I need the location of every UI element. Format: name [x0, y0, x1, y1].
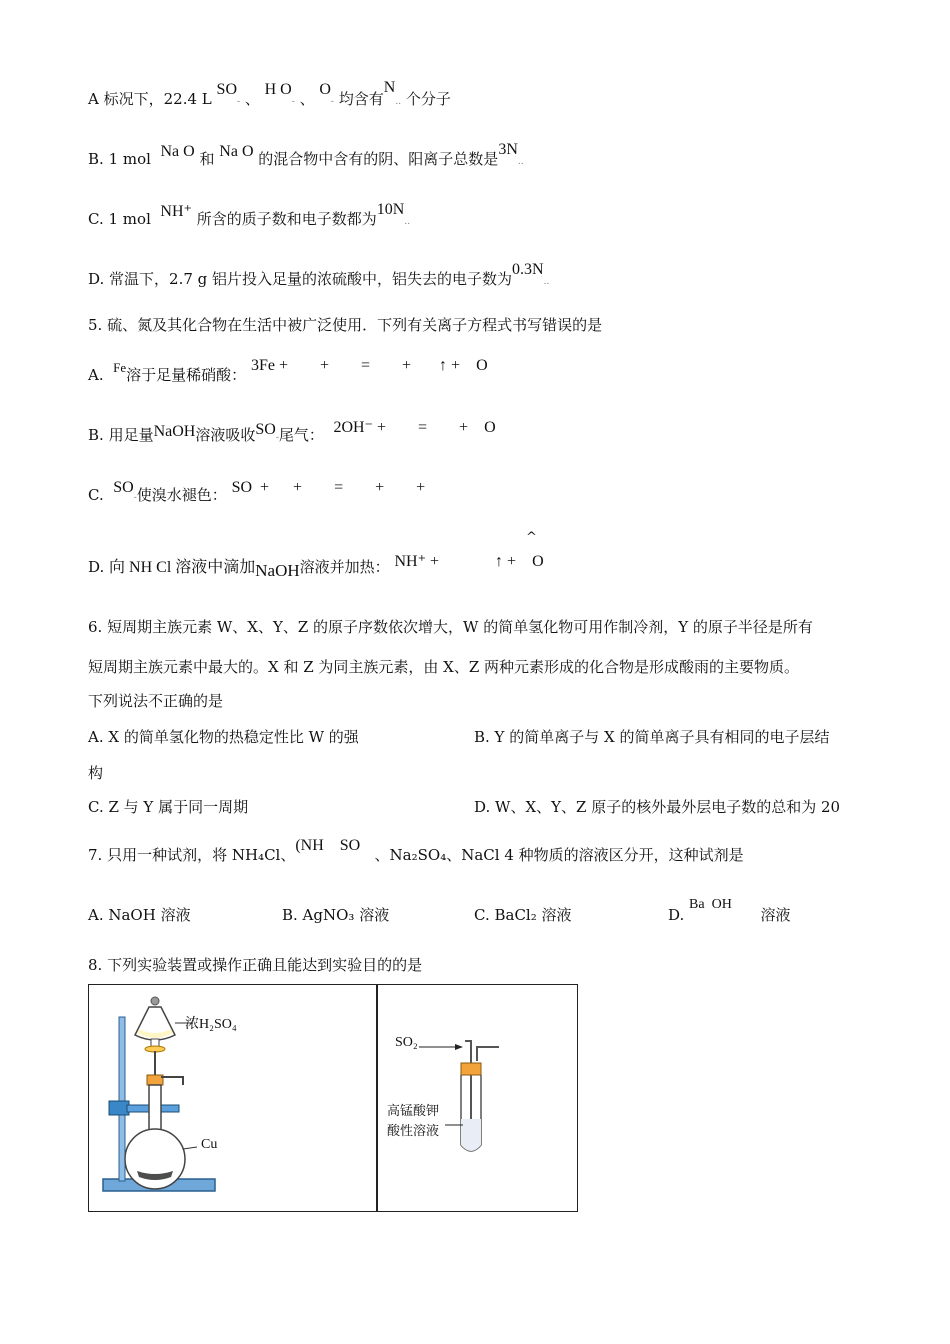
stand-rod — [119, 1017, 125, 1181]
q6-option-b-cont: 构 — [88, 764, 104, 782]
kmno4-label-line1: 高锰酸钾 — [387, 1104, 440, 1119]
q7-option-b: B. AgNO₃ 溶液 — [282, 906, 390, 924]
kmno4-label-line2: 酸性溶液 — [387, 1124, 440, 1139]
stopper — [461, 1063, 481, 1075]
q4-option-d: D. 常温下，2.7 g 铝片投入足量的浓硫酸中，铝失去的电子数为0.3N.. — [88, 261, 550, 288]
q7-option-c: C. BaCl₂ 溶液 — [474, 906, 572, 924]
so2-label: SO₂ — [395, 1035, 418, 1050]
q4-option-b: B. 1 mol Na O 和 Na O 的混合物中含有的阴、阳离子总数是3N.. — [88, 141, 524, 168]
q6-option-c: C. Z 与 Y 属于同一周期 — [88, 798, 249, 816]
outlet-tube — [477, 1047, 499, 1061]
q5-option-c: C. SO-使溴水褪色： SO + + = + + — [88, 479, 438, 504]
table-divider — [376, 985, 378, 1211]
q5-d-heating-condition: ^ — [526, 530, 537, 545]
q8-figure-table — [88, 984, 578, 1212]
q7-stem: 7. 只用一种试剂，将 NH₄Cl、(NH SO 、Na₂SO₄、NaCl 4 种物质的溶液区分开，这种试剂是 — [88, 837, 744, 864]
clamp-boss — [109, 1101, 129, 1115]
q4-option-a: A 标况下，22.4 L SO- 、 H O- 、 O- 均含有N.. 个分子 — [88, 79, 451, 108]
q7-option-d: D. Ba OH 溶液 — [668, 897, 791, 924]
q5-stem: 5. 硫、氮及其化合物在生活中被广泛使用．下列有关离子方程式书写错误的是 — [88, 316, 603, 334]
q4-option-c: C. 1 mol NH⁺ 所含的质子数和电子数都为10N.. — [88, 201, 411, 228]
q6-option-d: D. W、X、Y、Z 原子的核外最外层电子数的总和为 20 — [474, 798, 841, 816]
q7-option-a: A. NaOH 溶液 — [88, 906, 191, 924]
q5-option-b: B. 用足量NaOH溶液吸收SO-尾气： 2OH⁻ + = + O — [88, 419, 496, 444]
q6-stem-line3: 下列说法不正确的是 — [88, 692, 224, 710]
q6-stem-line1: 6. 短周期主族元素 W、X、Y、Z 的原子序数依次增大，W 的简单氢化物可用作制冷剂，Y 的原子半径是所有 — [88, 618, 813, 636]
q6-option-a: A. X 的简单氢化物的热稳定性比 W 的强 — [88, 728, 359, 746]
q5-option-d: D. 向 NH Cl 溶液中滴加NaOH溶液并加热： NH⁺ + ↑ + O — [88, 553, 544, 580]
q6-option-b: B. Y 的简单离子与 X 的简单离子具有相同的电子层结 — [474, 728, 830, 746]
q8-stem: 8. 下列实验装置或操作正确且能达到实验目的的是 — [88, 956, 423, 974]
cu-label: Cu — [201, 1137, 218, 1152]
q6-stem-line2: 短周期主族元素中最大的。X 和 Z 为同主族元素，由 X、Z 两种元素形成的化合物是形成酸雨的主要物质。 — [88, 658, 800, 676]
acid-label: 浓H₂SO₄ — [185, 1017, 237, 1032]
stopper — [147, 1075, 163, 1085]
q5-option-a: A. Fe溶于足量稀硝酸： 3Fe + + = + ↑ + O — [88, 357, 488, 384]
